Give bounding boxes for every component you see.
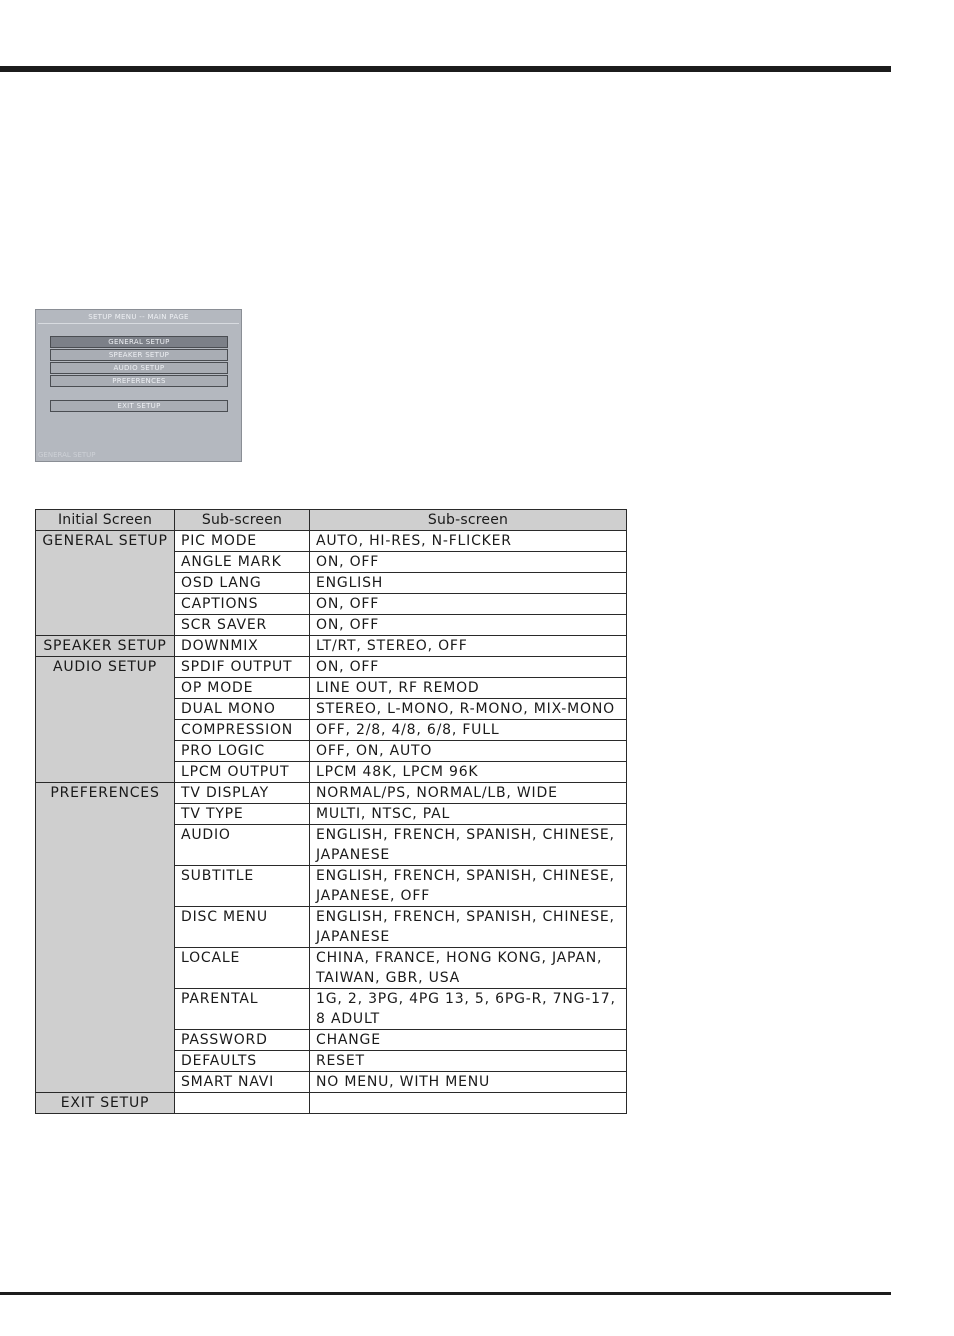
options-cell: LINE OUT, RF REMOD: [310, 678, 627, 699]
options-cell: [310, 1093, 627, 1114]
table-row: [36, 1093, 627, 1114]
header-sub-screen-options: Sub-screen: [310, 510, 627, 531]
initial-screen-cell: GENERAL SETUP: [36, 531, 175, 636]
setup-menu-table: [35, 509, 627, 1114]
sub-screen-cell: OP MODE: [175, 678, 310, 699]
options-cell: ENGLISH: [310, 573, 627, 594]
initial-screen-cell: AUDIO SETUP: [36, 657, 175, 783]
sub-screen-cell: DEFAULTS: [175, 1051, 310, 1072]
options-cell: NO MENU, WITH MENU: [310, 1072, 627, 1093]
sub-screen-cell: COMPRESSION: [175, 720, 310, 741]
sub-screen-cell: SUBTITLE: [175, 866, 310, 907]
options-cell: ENGLISH, FRENCH, SPANISH, CHINESE, JAPANESE: [310, 907, 627, 948]
options-cell: 1G, 2, 3PG, 4PG 13, 5, 6PG-R, 7NG-17, 8 ADULT: [310, 989, 627, 1030]
setup-menu-screenshot: [35, 309, 242, 462]
sub-screen-cell: SPDIF OUTPUT: [175, 657, 310, 678]
options-cell: OFF, ON, AUTO: [310, 741, 627, 762]
sub-screen-cell: PARENTAL: [175, 989, 310, 1030]
initial-screen-cell: SPEAKER SETUP: [36, 636, 175, 657]
table-row: [36, 531, 627, 552]
initial-screen-cell: EXIT SETUP: [36, 1093, 175, 1114]
sub-screen-cell: DOWNMIX: [175, 636, 310, 657]
options-cell: ENGLISH, FRENCH, SPANISH, CHINESE, JAPANESE: [310, 825, 627, 866]
sub-screen-cell: TV TYPE: [175, 804, 310, 825]
sub-screen-cell: LOCALE: [175, 948, 310, 989]
sub-screen-cell: PRO LOGIC: [175, 741, 310, 762]
sub-screen-cell: [175, 1093, 310, 1114]
osd-item-exit-setup[interactable]: EXIT SETUP: [50, 400, 228, 412]
table-header-row: [36, 510, 627, 531]
options-cell: CHINA, FRANCE, HONG KONG, JAPAN, TAIWAN, GBR, USA: [310, 948, 627, 989]
header-initial-screen: Initial Screen: [36, 510, 175, 531]
table-row: [36, 783, 627, 804]
options-cell: ON, OFF: [310, 594, 627, 615]
options-cell: LPCM 48K, LPCM 96K: [310, 762, 627, 783]
sub-screen-cell: PIC MODE: [175, 531, 310, 552]
sub-screen-cell: CAPTIONS: [175, 594, 310, 615]
sub-screen-cell: AUDIO: [175, 825, 310, 866]
options-cell: ON, OFF: [310, 615, 627, 636]
sub-screen-cell: SCR SAVER: [175, 615, 310, 636]
sub-screen-cell: DISC MENU: [175, 907, 310, 948]
sub-screen-cell: ANGLE MARK: [175, 552, 310, 573]
options-cell: ON, OFF: [310, 657, 627, 678]
setup-menu-footer: GENERAL SETUP: [38, 451, 96, 459]
top-rule: [0, 66, 891, 72]
options-cell: STEREO, L-MONO, R-MONO, MIX-MONO: [310, 699, 627, 720]
options-cell: AUTO, HI-RES, N-FLICKER: [310, 531, 627, 552]
table-row: [36, 636, 627, 657]
options-cell: CHANGE: [310, 1030, 627, 1051]
options-cell: OFF, 2/8, 4/8, 6/8, FULL: [310, 720, 627, 741]
sub-screen-cell: SMART NAVI: [175, 1072, 310, 1093]
osd-item-speaker-setup[interactable]: SPEAKER SETUP: [50, 349, 228, 361]
setup-menu-title: SETUP MENU -- MAIN PAGE: [88, 313, 189, 321]
options-cell: ENGLISH, FRENCH, SPANISH, CHINESE, JAPANESE, OFF: [310, 866, 627, 907]
sub-screen-cell: PASSWORD: [175, 1030, 310, 1051]
osd-item-general-setup[interactable]: GENERAL SETUP: [50, 336, 228, 348]
initial-screen-cell: PREFERENCES: [36, 783, 175, 1093]
options-cell: LT/RT, STEREO, OFF: [310, 636, 627, 657]
sub-screen-cell: DUAL MONO: [175, 699, 310, 720]
bottom-rule: [0, 1292, 891, 1295]
options-cell: MULTI, NTSC, PAL: [310, 804, 627, 825]
sub-screen-cell: OSD LANG: [175, 573, 310, 594]
header-sub-screen: Sub-screen: [175, 510, 310, 531]
setup-menu-divider: [38, 323, 239, 324]
osd-item-audio-setup[interactable]: AUDIO SETUP: [50, 362, 228, 374]
options-cell: ON, OFF: [310, 552, 627, 573]
options-cell: RESET: [310, 1051, 627, 1072]
sub-screen-cell: LPCM OUTPUT: [175, 762, 310, 783]
sub-screen-cell: TV DISPLAY: [175, 783, 310, 804]
osd-item-preferences[interactable]: PREFERENCES: [50, 375, 228, 387]
options-cell: NORMAL/PS, NORMAL/LB, WIDE: [310, 783, 627, 804]
table-row: [36, 657, 627, 678]
